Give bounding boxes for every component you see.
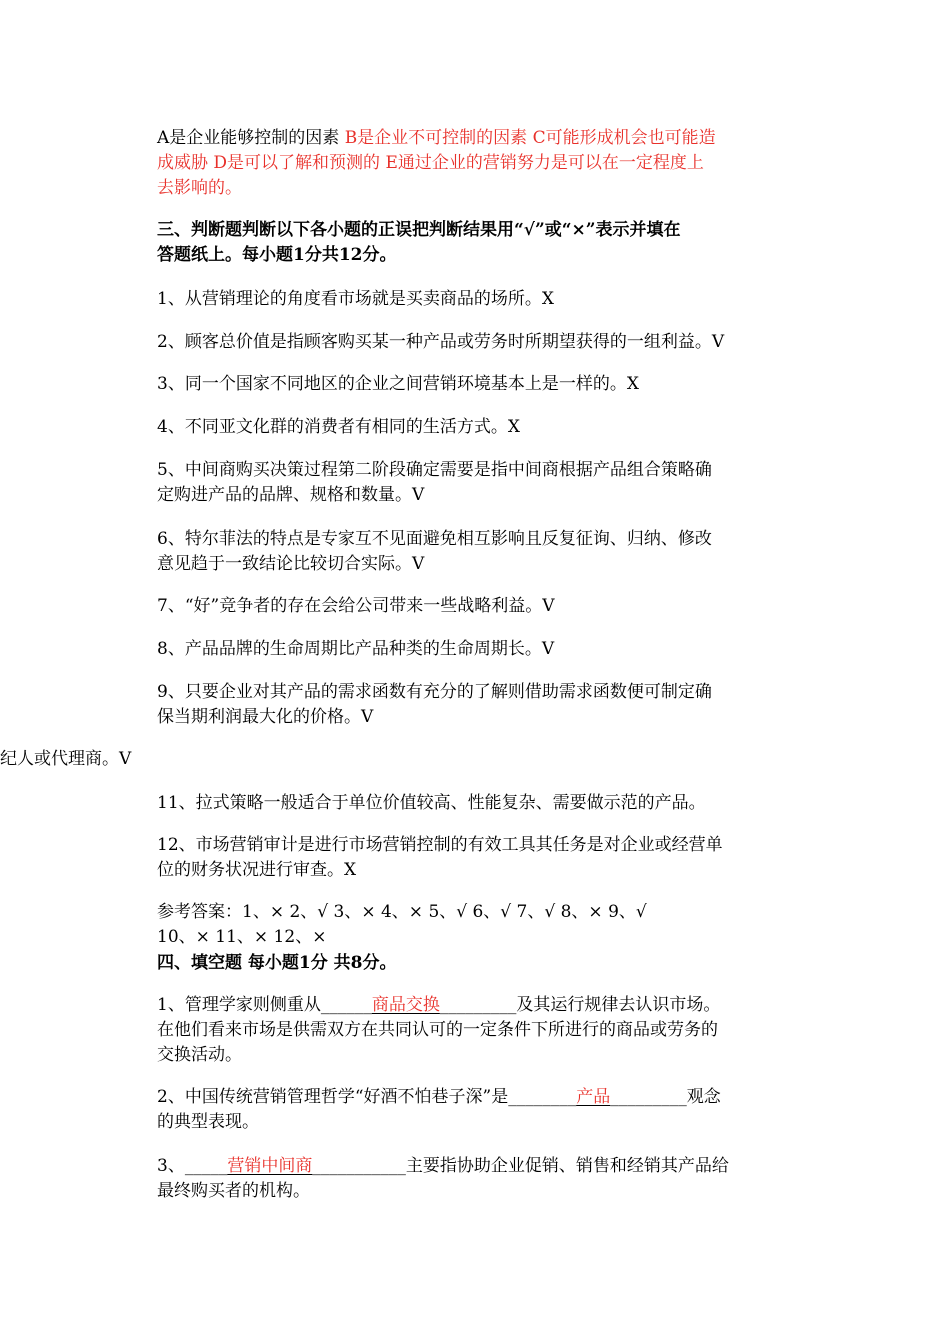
options-paragraph: [157, 126, 789, 201]
tf-item-4: 4、不同亚文化群的消费者有相同的生活方式。X: [157, 417, 520, 437]
tf-item-11: 11、拉式策略一般适合于单位价值较高、性能复杂、需要做示范的产品。: [157, 793, 706, 813]
tf-item-9-line-2: 保当期利润最大化的价格。V: [157, 707, 374, 727]
answer-key: [157, 900, 789, 950]
tf-item-10-fragment: 纪人或代理商。V: [0, 749, 132, 769]
fill-item-1-answer: 商品交换: [371, 995, 440, 1015]
fill-item-3-answer: 营销中间商: [227, 1156, 313, 1176]
answer-key-line-2: 10、× 11、× 12、×: [157, 927, 327, 947]
fill-item-1-blank-post: _________: [439, 995, 517, 1015]
fill-item-1-line-1: [157, 993, 789, 1018]
fill-item-3-line-2: 最终购买者的机构。: [157, 1181, 310, 1201]
fill-item-2-prefix: 2、中国传统营销管理哲学“好酒不怕巷子深”是: [157, 1087, 509, 1107]
tf-item-5-line-2: 定购进产品的品牌、规格和数量。V: [157, 485, 425, 505]
options-line-1: [157, 126, 789, 151]
fill-item-3: [157, 1154, 789, 1204]
answer-key-line-1: 参考答案：1、× 2、√ 3、× 4、× 5、√ 6、√ 7、√ 8、× 9、√: [157, 902, 647, 922]
fill-item-2-blank-post: _________: [610, 1087, 687, 1107]
tf-item-12-line-1: 12、市场营销审计是进行市场营销控制的有效工具其任务是对企业或经营单: [157, 835, 723, 855]
section4-heading: 四、填空题 每小题1分 共8分。: [157, 953, 397, 973]
tf-item-6-line-1: 6、特尔菲法的特点是专家互不见面避免相互影响且反复征询、归纳、修改: [157, 529, 712, 549]
tf-item-9: [157, 680, 789, 730]
fill-item-3-suffix: 主要指协助企业促销、销售和经销其产品给: [405, 1156, 729, 1176]
tf-item-8: 8、产品品牌的生命周期比产品种类的生命周期长。V: [157, 639, 555, 659]
fill-item-1: [157, 993, 789, 1068]
option-a: A是企业能够控制的因素: [157, 128, 340, 148]
fill-item-1-prefix: 1、管理学家则侧重从: [157, 995, 321, 1015]
fill-item-1-line-3: 交换活动。: [157, 1045, 242, 1065]
tf-item-12: [157, 833, 789, 883]
fill-item-2-answer: 产品: [576, 1087, 611, 1107]
tf-item-12-line-2: 位的财务状况进行审查。X: [157, 860, 357, 880]
tf-item-6: [157, 527, 789, 577]
section3-heading-line-2: 答题纸上。每小题1分共12分。: [157, 245, 397, 265]
fill-item-2-line-1: [157, 1085, 789, 1110]
fill-item-1-suffix: 及其运行规律去认识市场。: [516, 995, 721, 1015]
fill-item-1-line-2: 在他们看来市场是供需双方在共同认可的一定条件下所进行的商品或劳务的: [157, 1020, 718, 1040]
fill-item-3-line-1: [157, 1154, 789, 1179]
option-d: D是可以了解和预测的: [213, 153, 381, 173]
tf-item-6-line-2: 意见趋于一致结论比较切合实际。V: [157, 554, 425, 574]
section3-heading-line-1: 三、判断题判断以下各小题的正误把判断结果用“√”或“×”表示并填在: [157, 220, 681, 240]
fill-item-3-blank-post: ___________: [312, 1156, 406, 1176]
option-c-cont: 成威胁: [157, 153, 208, 173]
tf-item-9-line-1: 9、只要企业对其产品的需求函数有充分的了解则借助需求函数便可制定确: [157, 682, 712, 702]
tf-item-5: [157, 458, 789, 508]
fill-item-1-blank-pre: ______: [320, 995, 372, 1015]
tf-item-3: 3、同一个国家不同地区的企业之间营销环境基本上是一样的。X: [157, 374, 639, 394]
fill-item-3-prefix: 3、: [157, 1156, 185, 1176]
tf-item-7: 7、“好”竞争者的存在会给公司带来一些战略利益。V: [157, 596, 555, 616]
fill-item-2: [157, 1085, 789, 1135]
option-b: B是企业不可控制的因素: [344, 128, 528, 148]
fill-item-2-line-2: 的典型表现。: [157, 1112, 259, 1132]
options-line-3: 去影响的。: [157, 178, 242, 198]
option-e: E通过企业的营销努力是可以在一定程度上: [385, 153, 704, 173]
fill-item-2-suffix: 观念: [686, 1087, 721, 1107]
tf-item-5-line-1: 5、中间商购买决策过程第二阶段确定需要是指中间商根据产品组合策略确: [157, 460, 712, 480]
tf-item-1: 1、从营销理论的角度看市场就是买卖商品的场所。X: [157, 289, 554, 309]
option-c: C可能形成机会也可能造: [532, 128, 716, 148]
fill-item-2-blank-pre: ________: [508, 1087, 577, 1107]
fill-item-3-blank-pre: _____: [184, 1156, 228, 1176]
section3-heading: [157, 218, 789, 268]
options-line-2: [157, 151, 789, 176]
tf-item-2: 2、顾客总价值是指顾客购买某一种产品或劳务时所期望获得的一组利益。V: [157, 332, 725, 352]
